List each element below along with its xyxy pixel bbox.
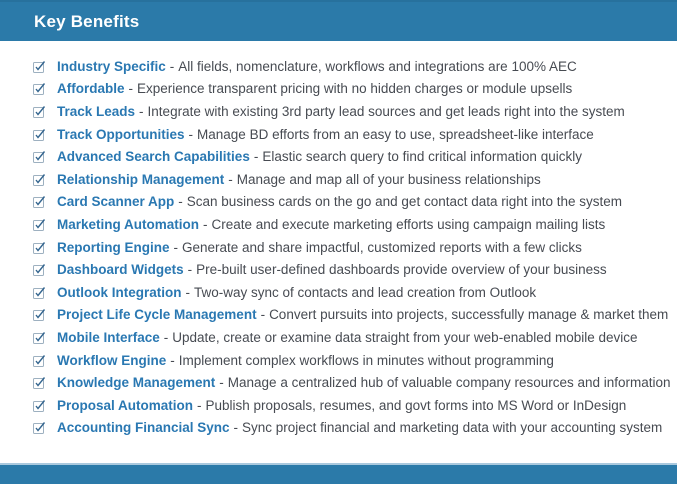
benefit-title: Track Opportunities (57, 126, 185, 142)
benefit-row (33, 326, 667, 349)
benefit-separator: - (187, 262, 193, 278)
benefit-title: Proposal Automation (57, 397, 194, 413)
checkbox-checked-icon (33, 195, 46, 208)
benefit-title: Workflow Engine (57, 352, 167, 368)
benefit-row (33, 417, 667, 440)
benefit-separator: - (170, 352, 175, 368)
benefit-description: Manage BD efforts from an easy to use, spreadsheet-like interface (197, 126, 594, 142)
checkbox-checked-icon (33, 150, 46, 163)
benefit-row (33, 168, 667, 191)
benefit-row (33, 191, 667, 214)
benefit-row (33, 258, 667, 281)
benefit-row (33, 55, 667, 78)
benefit-row (33, 394, 667, 417)
benefit-separator: - (178, 194, 183, 210)
benefit-description: Manage a centralized hub of valuable company resources and information (227, 375, 671, 391)
checkbox-checked-icon (33, 286, 46, 299)
benefit-description: Experience transparent pricing with no hidden charges or module upsells (137, 81, 573, 97)
benefit-separator: - (260, 307, 266, 323)
benefit-title: Advanced Search Capabilities (57, 149, 250, 165)
header-bar (0, 0, 677, 41)
benefit-row (33, 145, 667, 168)
benefit-title: Marketing Automation (57, 216, 200, 232)
checkbox-checked-icon (33, 60, 46, 73)
benefit-row (33, 100, 667, 123)
benefit-row (33, 304, 667, 327)
benefit-description: Pre-built user-defined dashboards provide overview of your business (196, 262, 607, 278)
benefit-row (33, 213, 667, 236)
checkbox-checked-icon (33, 331, 46, 344)
checkbox-checked-icon (33, 218, 46, 231)
benefit-description: Generate and share impactful, customized reports with a few clicks (182, 239, 582, 255)
benefit-description: Two-way sync of contacts and lead creation from Outlook (194, 284, 537, 300)
benefit-separator: - (139, 103, 144, 119)
benefit-title: Affordable (57, 81, 125, 97)
footer-bar (0, 463, 677, 484)
checkbox-checked-icon (33, 128, 46, 141)
benefit-description: Manage and map all of your business relationships (236, 171, 541, 187)
page-title: Key Benefits (34, 11, 140, 31)
benefit-description: Sync project financial and marketing data with your accounting system (242, 420, 663, 436)
benefit-description: Implement complex workflows in minutes without programming (178, 352, 554, 368)
benefit-description: Scan business cards on the go and get contact data right into the system (186, 194, 623, 210)
benefit-separator: - (173, 239, 178, 255)
benefit-separator: - (169, 58, 175, 74)
benefit-description: Integrate with existing 3rd party lead sources and get leads right into the system (147, 103, 625, 119)
checkbox-checked-icon (33, 241, 46, 254)
benefit-title: Track Leads (57, 103, 136, 119)
checkbox-checked-icon (33, 399, 46, 412)
benefit-separator: - (163, 329, 169, 345)
benefit-separator: - (228, 171, 233, 187)
checkbox-checked-icon (33, 376, 46, 389)
benefit-title: Knowledge Management (57, 375, 216, 391)
checkbox-checked-icon (33, 82, 46, 95)
benefit-separator: - (203, 216, 208, 232)
benefit-row (33, 123, 667, 146)
benefit-title: Accounting Financial Sync (57, 420, 230, 436)
benefit-title: Reporting Engine (57, 239, 170, 255)
benefit-description: Convert pursuits into projects, successfully manage & market them (269, 307, 669, 323)
checkbox-checked-icon (33, 173, 46, 186)
benefit-title: Industry Specific (57, 58, 166, 74)
benefit-row (33, 236, 667, 259)
benefit-title: Dashboard Widgets (57, 262, 184, 278)
benefit-separator: - (253, 149, 259, 165)
benefit-separator: - (197, 397, 202, 413)
benefit-title: Project Life Cycle Management (57, 307, 257, 323)
checkbox-checked-icon (33, 105, 46, 118)
benefit-row (33, 371, 671, 394)
benefit-title: Mobile Interface (57, 329, 160, 345)
benefit-title: Relationship Management (57, 171, 225, 187)
checkbox-checked-icon (33, 263, 46, 276)
benefit-row (33, 349, 667, 372)
benefit-description: Create and execute marketing efforts using campaign mailing lists (211, 216, 606, 232)
benefit-description: Publish proposals, resumes, and govt forms into MS Word or InDesign (205, 397, 627, 413)
benefit-title: Card Scanner App (57, 194, 175, 210)
benefit-row (33, 78, 667, 101)
benefit-separator: - (188, 126, 194, 142)
benefit-separator: - (219, 375, 224, 391)
benefit-description: Update, create or examine data straight from your web-enabled mobile device (172, 329, 638, 345)
benefit-separator: - (233, 420, 239, 436)
benefit-description: All fields, nomenclature, workflows and integrations are 100% AEC (178, 58, 577, 74)
benefit-row (33, 281, 667, 304)
checkbox-checked-icon (33, 421, 46, 434)
checkbox-checked-icon (33, 354, 46, 367)
benefit-description: Elastic search query to find critical information quickly (262, 149, 582, 165)
checkbox-checked-icon (33, 308, 46, 321)
benefit-separator: - (128, 81, 133, 97)
benefit-title: Outlook Integration (57, 284, 182, 300)
benefit-separator: - (185, 284, 190, 300)
benefits-list (33, 41, 671, 439)
